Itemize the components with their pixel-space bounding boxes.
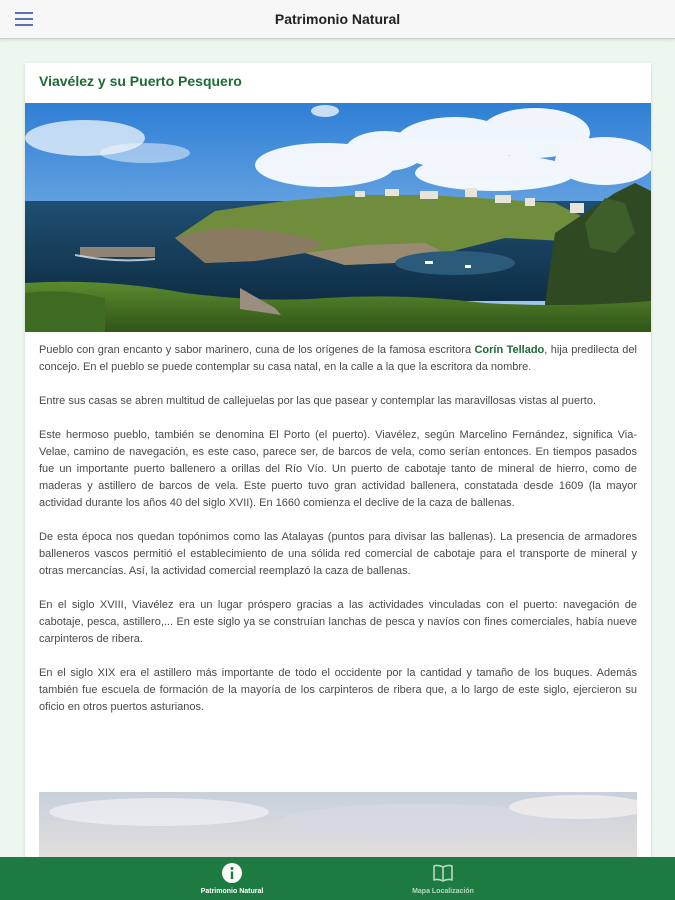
coastal-village-harbor-photo	[25, 103, 651, 332]
article-title: Viavélez y su Puerto Pesquero	[39, 73, 242, 89]
sky-landscape-photo	[39, 792, 637, 863]
paragraph: De esta época nos quedan topónimos como las Atalayas (puntos para divisar las ballenas). La presencia de armadores balleneros vascos permitió el establecimiento de una sólida red comercial de cabotaje para el transporte de mineral y otras mercancías. Así, la actividad comercial reemplazó la caza de ballenas.	[39, 531, 637, 577]
bottom-navigation	[0, 857, 675, 900]
nav-patrimonio-natural[interactable]	[157, 857, 307, 900]
page-title: Patrimonio Natural	[274, 11, 401, 27]
nav-label: Patrimonio Natural	[200, 888, 264, 895]
top-app-bar	[0, 0, 675, 39]
hamburger-menu-icon[interactable]	[12, 9, 36, 29]
open-book-icon	[432, 862, 454, 884]
paragraph: En el siglo XVIII, Viavélez era un lugar próspero gracias a las actividades vinculadas con el puerto: navegación de cabotaje, pesca, astillero,... En este siglo ya se construían lanchas de pesca y navíos con fines comerciales, había nueve carpinteros de ribera.	[39, 599, 637, 645]
nav-label: Mapa Localización	[412, 888, 474, 895]
nav-mapa-localizacion[interactable]	[368, 857, 518, 900]
author-name-link[interactable]: Corín Tellado	[474, 344, 545, 356]
paragraph: Pueblo con gran encanto y sabor marinero, cuna de los orígenes de la famosa escritora Corín Tellado, hija predilecta del concejo. En el pueblo se puede contemplar su casa natal, en la calle a la que la escritora da nombre.	[39, 344, 637, 373]
paragraph: Entre sus casas se abren multitud de callejuelas por las que pasear y contemplar las maravillosas vistas al puerto.	[39, 395, 596, 407]
paragraph: Este hermoso pueblo, también se denomina El Porto (el puerto). Viavélez, según Marcelino Fernández, significa Via-Velae, camino de navegación, es este caso, parece ser, de barcos de vela, como serían entonces. En tiempos pasados fue un importante puerto ballenero a orillas del Río Vío. Un puerto de cabotaje tanto de mineral de hierro, como de maderas y astillero de barcos de vela. Este puerto tuvo gran actividad ballenera, constatada desde 1609 (la mayor actividad durante los años 40 del siglo XVII). En 1660 comienza el declive de la caza de ballenas.	[39, 429, 637, 509]
info-circle-icon	[221, 862, 243, 884]
article-card	[25, 63, 651, 863]
article-body	[39, 342, 637, 733]
paragraph: En el siglo XIX era el astillero más importante de todo el occidente por la cantidad y tamaño de los buques. Además también fue escuela de formación de la mayoría de los carpinteros de ribera que, a lo largo de este siglo, ejercieron su oficio en otros puertos asturianos.	[39, 667, 637, 713]
